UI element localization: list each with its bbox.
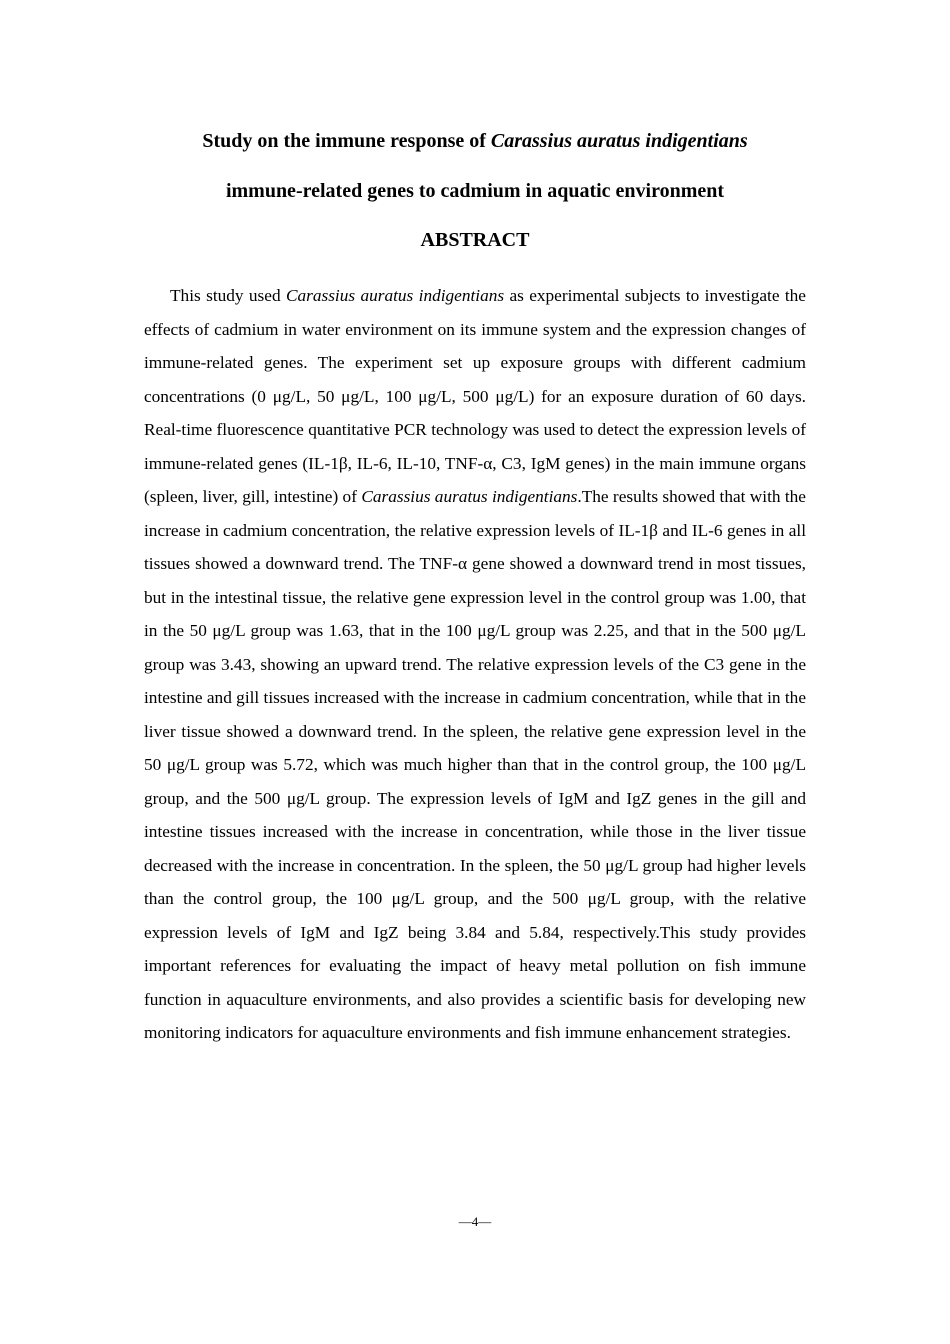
abstract-text-part-1: This study used <box>170 286 286 305</box>
abstract-text-part-2: as experimental subjects to investigate the effects of cadmium in water environment on its immune system and the expression changes of immune-related genes. The experiment set up exposure groups with different cadmium concentrations (0 μg/L, 50 μg/L, 100 μg/L, 500 μg/L) for an exposure duration of 60 days. Real-time fluorescence quantitative PCR technology was used to detect the expression levels of immune-related genes (IL-1β, IL-6, IL-10, TNF-α, C3, IgM genes) in the main immune organs (spleen, liver, gill, intestine) of <box>144 286 806 506</box>
title-prefix: Study on the immune response of <box>202 130 491 152</box>
abstract-heading: ABSTRACT <box>420 229 530 251</box>
page-number: —4— <box>458 1214 492 1229</box>
abstract-species-name-2: Carassius auratus indigentians <box>361 487 578 506</box>
title-line-2: immune-related genes to cadmium in aquatic environment <box>225 180 725 202</box>
abstract-paragraph <box>144 279 806 1050</box>
title-species-name: Carassius auratus indigentians <box>490 130 748 152</box>
abstract-text-part-3: .The results showed that with the increase in cadmium concentration, the relative expression levels of IL-1β and IL-6 genes in all tissues showed a downward trend. The TNF-α gene showed a downward trend in most tissues, but in the intestinal tissue, the relative gene expression level in the control group was 1.00, that in the 50 μg/L group was 1.63, that in the 100 μg/L group was 2.25, and that in the 500 μg/L group was 3.43, showing an upward trend. The relative expression levels of the C3 gene in the intestine and gill tissues increased with the increase in cadmium concentration, while that in the liver tissue showed a downward trend. In the spleen, the relative gene expression level in the 50 μg/L group was 5.72, which was much higher than that in the control group, the 100 μg/L group, and the 500 μg/L group. The expression levels of IgM and IgZ genes in the gill and intestine tissues increased with the increase in concentration, while those in the liver tissue decreased with the increase in concentration. In the spleen, the 50 μg/L group had higher levels than the control group, the 100 μg/L group, and the 500 μg/L group, with the relative expression levels of IgM and IgZ being 3.84 and 5.84, respectively.This study provides important references for evaluating the impact of heavy metal pollution on fish immune function in aquaculture environments, and also provides a scientific basis for developing new monitoring indicators for aquaculture environments and fish immune enhancement strategies. <box>144 487 806 1042</box>
abstract-species-name-1: Carassius auratus indigentians <box>285 286 505 305</box>
title-line-1 <box>144 129 806 153</box>
